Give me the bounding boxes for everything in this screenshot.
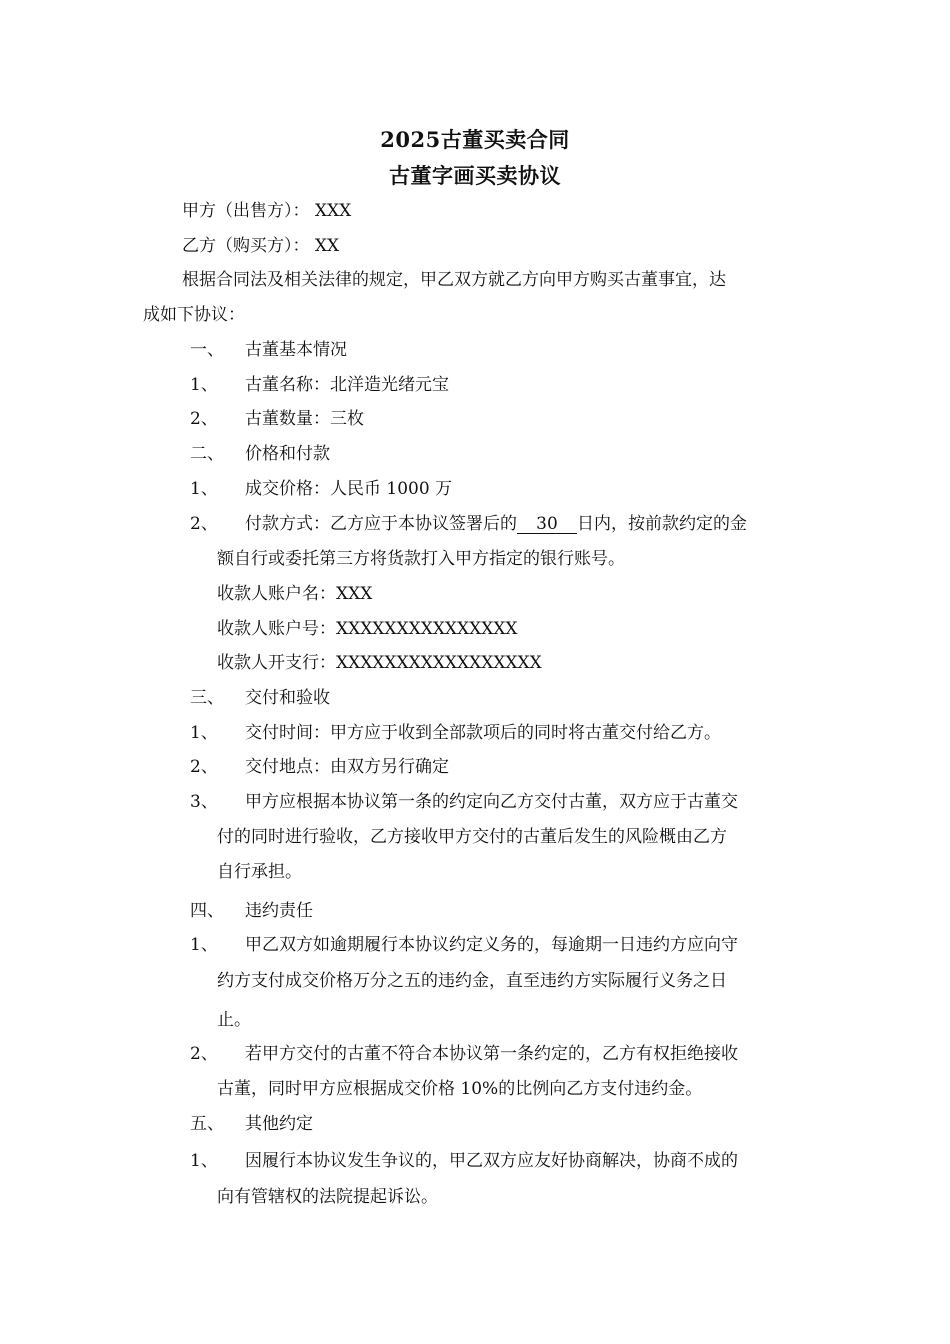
document-subtitle: 古董字画买卖协议	[389, 163, 561, 188]
item-number: 2、	[190, 1044, 218, 1064]
delivery-location: 交付地点：由双方另行确定	[245, 757, 449, 777]
section-1-number: 一、	[190, 340, 224, 360]
intro-line-2: 成如下协议：	[143, 305, 245, 325]
section-3-number: 三、	[190, 688, 224, 708]
section-4-title: 违约责任	[245, 901, 313, 921]
payment-days-blank: 30	[517, 515, 577, 534]
section-5-number: 五、	[190, 1114, 224, 1134]
acceptance-line-1: 甲方应根据本协议第一条的约定向乙方交付古董，双方应于古董交	[245, 792, 738, 812]
acceptance-line-3: 自行承担。	[217, 862, 302, 882]
intro-line-1: 根据合同法及相关法律的规定，甲乙双方就乙方向甲方购买古董事宜，达	[182, 270, 726, 290]
item-number: 3、	[190, 792, 218, 812]
breach-clause-1-line-3: 止。	[217, 1010, 251, 1030]
item-number: 1、	[190, 1151, 218, 1171]
delivery-time: 交付时间：甲方应于收到全部款项后的同时将古董交付给乙方。	[245, 723, 721, 743]
section-3-title: 交付和验收	[245, 688, 330, 708]
antique-quantity: 古董数量：三枚	[245, 409, 364, 429]
item-number: 1、	[190, 375, 218, 395]
party-a: 甲方（出售方）： XXX	[182, 201, 352, 221]
payment-method-suffix: 日内，按前款约定的金	[577, 514, 747, 534]
breach-clause-1-line-2: 约方支付成交价格万分之五的违约金，直至违约方实际履行义务之日	[217, 971, 727, 991]
item-number: 2、	[190, 757, 218, 777]
item-number: 1、	[190, 935, 218, 955]
dispute-clause-line-2: 向有管辖权的法院提起诉讼。	[217, 1187, 438, 1207]
payment-method-line-2: 额自行或委托第三方将货款打入甲方指定的银行账号。	[217, 549, 625, 569]
item-number: 1、	[190, 479, 218, 499]
document-title: 2025古董买卖合同	[380, 127, 570, 152]
breach-clause-1-line-1: 甲乙双方如逾期履行本协议约定义务的，每逾期一日违约方应向守	[245, 935, 738, 955]
party-b: 乙方（购买方）： XX	[182, 236, 340, 256]
item-number: 1、	[190, 723, 218, 743]
section-2-title: 价格和付款	[245, 444, 330, 464]
section-1-title: 古董基本情况	[245, 340, 347, 360]
section-4-number: 四、	[190, 901, 224, 921]
payment-method-line-1	[245, 513, 747, 535]
item-number: 2、	[190, 514, 218, 534]
breach-clause-2-line-2: 古董，同时甲方应根据成交价格 10%的比例向乙方支付违约金。	[217, 1079, 703, 1099]
section-2-number: 二、	[190, 444, 224, 464]
item-number: 2、	[190, 409, 218, 429]
payee-bank: 收款人开支行：XXXXXXXXXXXXXXXXX	[217, 653, 542, 673]
acceptance-line-2: 付的同时进行验收，乙方接收甲方交付的古董后发生的风险概由乙方	[217, 827, 727, 847]
transaction-price: 成交价格：人民币 1000 万	[245, 479, 453, 499]
payment-method-prefix: 付款方式：乙方应于本协议签署后的	[245, 514, 517, 534]
breach-clause-2-line-1: 若甲方交付的古董不符合本协议第一条约定的，乙方有权拒绝接收	[245, 1044, 738, 1064]
dispute-clause-line-1: 因履行本协议发生争议的，甲乙双方应友好协商解决，协商不成的	[245, 1151, 738, 1171]
payee-account-name: 收款人账户名：XXX	[217, 584, 373, 604]
antique-name: 古董名称：北洋造光绪元宝	[245, 375, 449, 395]
section-5-title: 其他约定	[245, 1114, 313, 1134]
payee-account-number: 收款人账户号：XXXXXXXXXXXXXXX	[217, 619, 518, 639]
